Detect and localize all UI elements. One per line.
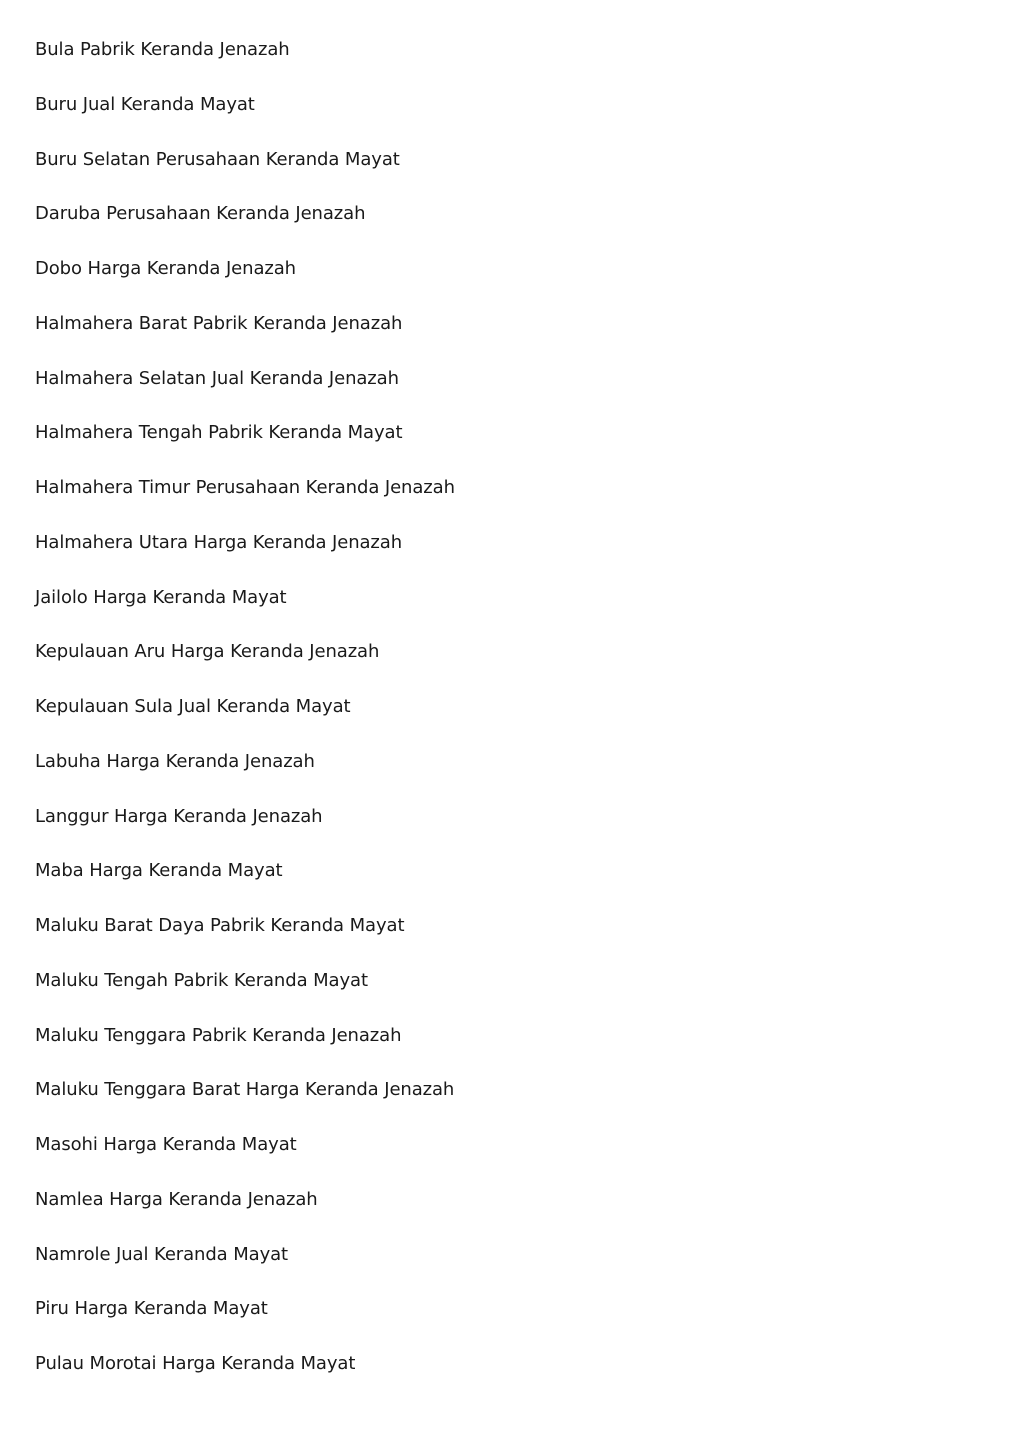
list-item (35, 146, 455, 201)
list-item (35, 529, 455, 584)
list-item (35, 1131, 455, 1186)
keyword-link[interactable]: Maluku Tenggara Pabrik Keranda Jenazah (35, 1024, 402, 1046)
list-item (35, 474, 455, 529)
list-item (35, 1241, 455, 1296)
keyword-link[interactable]: Halmahera Barat Pabrik Keranda Jenazah (35, 312, 403, 334)
list-item (35, 912, 455, 967)
keyword-link[interactable]: Halmahera Timur Perusahaan Keranda Jenazah (35, 477, 455, 498)
list-item (35, 1076, 455, 1131)
list-item (35, 365, 455, 420)
keyword-link[interactable]: Langgur Harga Keranda Jenazah (35, 805, 323, 827)
list-item (35, 419, 455, 474)
keyword-link[interactable]: Maluku Barat Daya Pabrik Keranda Mayat (35, 915, 405, 936)
keyword-link[interactable]: Buru Selatan Perusahaan Keranda Mayat (35, 148, 400, 170)
keyword-link[interactable]: Maba Harga Keranda Mayat (35, 860, 283, 882)
list-item (35, 693, 455, 748)
list-item (35, 967, 455, 1022)
list-item (35, 36, 455, 91)
keyword-link[interactable]: Dobo Harga Keranda Jenazah (35, 258, 296, 279)
list-item (35, 803, 455, 858)
list-item (35, 310, 455, 365)
keyword-link[interactable]: Kepulauan Aru Harga Keranda Jenazah (35, 641, 380, 663)
keyword-link[interactable]: Halmahera Utara Harga Keranda Jenazah (35, 531, 403, 553)
keyword-link[interactable]: Buru Jual Keranda Mayat (35, 93, 255, 115)
keyword-link[interactable]: Masohi Harga Keranda Mayat (35, 1134, 297, 1155)
keyword-link[interactable]: Namlea Harga Keranda Jenazah (35, 1188, 318, 1210)
keyword-link[interactable]: Daruba Perusahaan Keranda Jenazah (35, 203, 366, 225)
list-item (35, 255, 455, 310)
keyword-link[interactable]: Pulau Morotai Harga Keranda Mayat (35, 1353, 356, 1374)
keyword-link[interactable]: Halmahera Tengah Pabrik Keranda Mayat (35, 422, 403, 444)
keyword-link[interactable]: Namrole Jual Keranda Mayat (35, 1243, 289, 1265)
keyword-link[interactable]: Piru Harga Keranda Mayat (35, 1298, 268, 1320)
list-item (35, 91, 455, 146)
list-item (35, 1022, 455, 1077)
list-item (35, 748, 455, 803)
list-item (35, 1295, 455, 1350)
list-item (35, 1350, 455, 1405)
keyword-link[interactable]: Maluku Tengah Pabrik Keranda Mayat (35, 969, 368, 991)
list-item (35, 638, 455, 693)
list-item (35, 584, 455, 639)
keyword-link[interactable]: Maluku Tenggara Barat Harga Keranda Jenazah (35, 1079, 455, 1101)
keyword-link[interactable]: Halmahera Selatan Jual Keranda Jenazah (35, 367, 399, 389)
keyword-link[interactable]: Labuha Harga Keranda Jenazah (35, 750, 315, 772)
list-item (35, 857, 455, 912)
list-item (35, 200, 455, 255)
keyword-link[interactable]: Kepulauan Sula Jual Keranda Mayat (35, 696, 351, 717)
keyword-link[interactable]: Jailolo Harga Keranda Mayat (35, 586, 287, 608)
list-item (35, 1186, 455, 1241)
keyword-link[interactable]: Bula Pabrik Keranda Jenazah (35, 39, 290, 60)
keyword-link-list (35, 36, 455, 1405)
